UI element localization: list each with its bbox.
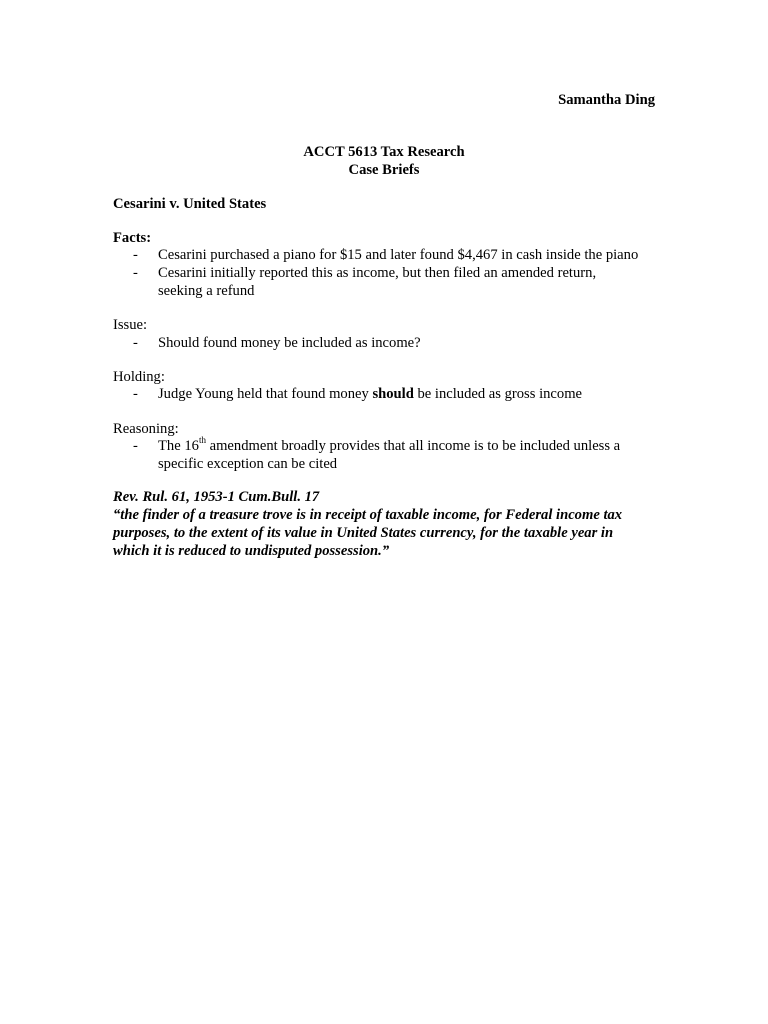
holding-text-pre: Judge Young held that found money — [158, 386, 373, 402]
facts-label: Facts: — [113, 230, 152, 246]
reasoning-continuation-text: specific exception can be cited — [158, 456, 338, 472]
issue-label: Issue: — [113, 317, 148, 333]
bullet-dash: - — [133, 335, 138, 351]
holding-item-text — [158, 385, 582, 403]
ruling-block — [113, 488, 622, 560]
issue-item-text: Should found money be included as income? — [158, 335, 421, 351]
document-subtitle: Case Briefs — [348, 162, 420, 178]
bullet-dash: - — [133, 386, 138, 402]
bullet-dash: - — [133, 265, 138, 281]
holding-text-post: be included as gross income — [413, 386, 583, 402]
ruling-quote-line: “the finder of a treasure trove is in receipt of taxable income, for Federal income tax — [113, 507, 623, 523]
reasoning-superscript: th — [198, 435, 206, 446]
reasoning-text-pre: The 16 — [158, 438, 199, 454]
holding-label: Holding: — [113, 369, 165, 385]
facts-item-text: seeking a refund — [158, 283, 255, 299]
title-block — [0, 143, 768, 179]
case-name: Cesarini v. United States — [113, 196, 267, 212]
course-title: ACCT 5613 Tax Research — [303, 144, 465, 160]
ruling-citation: Rev. Rul. 61, 1953-1 Cum.Bull. 17 — [113, 489, 320, 505]
reasoning-label: Reasoning: — [113, 421, 179, 437]
reasoning-item-text — [158, 437, 620, 455]
ruling-quote-line: purposes, to the extent of its value in United States currency, for the taxable year in — [113, 525, 614, 541]
bullet-dash: - — [133, 247, 138, 263]
facts-item-text: Cesarini purchased a piano for $15 and later found $4,467 in cash inside the piano — [158, 247, 639, 263]
ruling-quote-line: which it is reduced to undisputed possession.” — [113, 543, 390, 559]
facts-item-text: Cesarini initially reported this as income, but then filed an amended return, — [158, 265, 597, 281]
reasoning-text-post: amendment broadly provides that all income is to be included unless a — [205, 438, 621, 454]
bullet-dash: - — [133, 438, 138, 454]
holding-emphasis: should — [372, 386, 414, 402]
author-name: Samantha Ding — [558, 92, 655, 108]
